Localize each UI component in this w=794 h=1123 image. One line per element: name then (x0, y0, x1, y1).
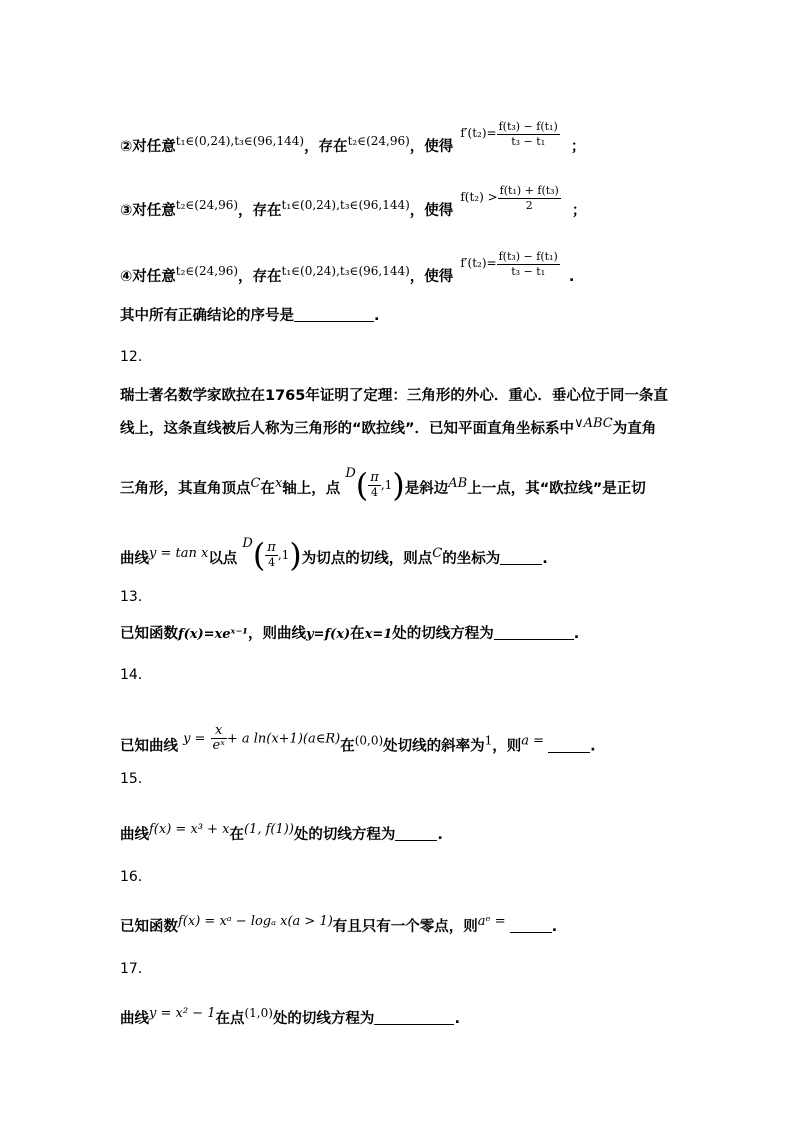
fraction (368, 471, 381, 500)
punct: ； (571, 203, 587, 219)
text: 为直角 (612, 421, 657, 437)
math-var: D (242, 536, 253, 551)
math-var: D (345, 466, 356, 481)
text: 处的切线方程为 (293, 827, 396, 843)
question-number: 16． (120, 869, 152, 885)
answer-blank[interactable] (548, 738, 590, 753)
math-var: a = (521, 733, 545, 749)
text: 在 (340, 738, 355, 755)
numerator: f(t₃) − f(t₁) (498, 120, 558, 133)
text: 上一点，其“欧拉线”是正切 (467, 481, 646, 497)
text: 在 (350, 626, 365, 642)
math-lhs: f′(t₂)= (460, 256, 497, 270)
statement-label: ②对任意 (120, 139, 176, 155)
denominator: 4 (268, 555, 276, 569)
q12-line-4 (120, 536, 548, 574)
text: 线上，这条直线被后人称为三角形的“欧拉线”．已知平面直角坐标系中 (120, 421, 575, 437)
math-function: y = x² − 1 (149, 1006, 216, 1021)
fraction (265, 541, 278, 570)
q16-line (120, 914, 557, 936)
math-function: f(x)=xeˣ⁻¹ (178, 627, 248, 642)
denominator: 4 (371, 485, 379, 499)
answer-blank[interactable] (500, 550, 542, 565)
math-lhs: f(t₂) > (460, 190, 498, 204)
text: ，则曲线 (248, 626, 306, 642)
math-value: ,1 (380, 478, 393, 492)
point-D (345, 466, 405, 504)
point-D (242, 536, 302, 574)
math-condition: t₂∈(24,96) (175, 264, 239, 278)
text: 已知函数 (120, 626, 178, 642)
q12-line-2 (120, 416, 656, 438)
paren: ) (392, 466, 405, 504)
math-var: AB (448, 476, 468, 491)
text: 处切线的斜率为 (383, 738, 485, 755)
numerator: f(t₃) − f(t₁) (498, 250, 558, 263)
punct: . (437, 827, 443, 843)
numerator: π (370, 469, 379, 485)
denominator: t₃ − t₁ (511, 135, 546, 148)
numerator: x (211, 724, 227, 739)
denominator: eˣ (212, 738, 225, 753)
math-value: ,1 (277, 548, 290, 562)
punct: ； (570, 139, 586, 155)
fraction (497, 120, 560, 149)
text: 三角形，其直角顶点 (120, 481, 251, 497)
punct: . (551, 919, 558, 935)
denominator: 2 (525, 199, 533, 212)
answer-blank[interactable] (395, 826, 437, 841)
punct: . (542, 551, 548, 567)
math-curve: y=f(x) (306, 627, 351, 642)
punct: . (454, 1011, 460, 1027)
statement-4 (120, 250, 574, 286)
fraction (211, 724, 227, 753)
math-var: x (274, 476, 283, 491)
paren: ) (289, 536, 302, 574)
text: ，存在 (238, 269, 282, 285)
text: ，使得 (409, 269, 454, 285)
text: 曲线 (120, 1011, 149, 1027)
numerator: f(t₁) + f(t₃) (499, 184, 559, 197)
punct: . (568, 269, 575, 285)
denominator: t₃ − t₁ (511, 265, 546, 278)
text: ，存在 (238, 203, 282, 219)
text: 已知曲线 (120, 738, 178, 755)
fraction (497, 250, 560, 279)
text: ，则 (492, 738, 522, 755)
q12-line-3 (120, 466, 646, 504)
math-value: 1 (484, 733, 493, 748)
text: 的坐标为 (442, 551, 501, 567)
text: 轴上，点 (282, 481, 341, 497)
math-point: (1,0) (244, 1006, 273, 1020)
math-triangle: ∨ABC (574, 416, 613, 431)
statement-label: ④对任意 (120, 269, 176, 285)
text: 其中所有正确结论的序号是 (120, 308, 294, 324)
text: 已知函数 (120, 919, 178, 935)
answer-blank[interactable] (510, 918, 552, 933)
statement-3 (120, 184, 586, 220)
statement-label: ③对任意 (120, 203, 176, 219)
fraction (498, 184, 561, 213)
math-curve: y = tan x (149, 546, 209, 561)
q14-line (120, 724, 596, 756)
text: 为切点的切线，则点 (301, 551, 433, 567)
math-function: f(x) = x³ + x (149, 822, 230, 837)
math-function: f(x) = xᵃ − logₐ x(a > 1) (178, 914, 333, 929)
math-rest: + a ln(x+1)(a∈R) (226, 731, 341, 747)
answer-blank[interactable] (494, 625, 574, 640)
math-lhs: y = (183, 731, 206, 747)
math-var: aᵉ = (477, 914, 506, 929)
math-expression (183, 724, 340, 753)
text: ，存在 (304, 139, 348, 155)
math-point: x=1 (364, 627, 393, 642)
text: 有且只有一个零点，则 (332, 919, 478, 935)
question-number: 17． (120, 961, 152, 977)
numerator: π (267, 539, 276, 555)
math-var: C (250, 476, 261, 491)
text: 处的切线方程为 (272, 1011, 375, 1027)
math-point: (0,0) (354, 733, 384, 748)
text: 曲线 (120, 827, 149, 843)
math-point: (1, f(1)) (243, 822, 294, 837)
text: 在点 (215, 1011, 245, 1027)
text: 处的切线方程为 (392, 626, 494, 642)
punct: . (573, 626, 580, 642)
math-lhs: f′(t₂)= (460, 126, 497, 140)
math-condition: t₁∈(0,24),t₃∈(96,144) (281, 198, 410, 212)
text: ，使得 (409, 203, 454, 219)
question-number: 15． (120, 771, 152, 787)
question-number: 12． (120, 349, 152, 365)
punct: . (374, 308, 380, 324)
question-number: 13． (120, 589, 152, 605)
paren: ( (252, 536, 266, 574)
q15-line (120, 822, 443, 844)
text: ，使得 (409, 139, 454, 155)
punct: . (590, 738, 596, 755)
math-condition: t₂∈(24,96) (347, 134, 410, 148)
math-condition: t₂∈(24,96) (175, 198, 239, 212)
text: 在 (260, 481, 275, 497)
math-condition: t₁∈(0,24),t₃∈(96,144) (175, 134, 305, 148)
conclusion-line (120, 304, 380, 325)
math-var: C (432, 546, 443, 561)
q17-line (120, 1006, 460, 1028)
text: 在 (229, 827, 244, 843)
answer-blank[interactable] (294, 307, 374, 322)
q12-line-1: 瑞士著名数学家欧拉在1765年证明了定理：三角形的外心．重心．垂心位于同一条直 (120, 388, 668, 404)
text: 以点 (208, 551, 238, 567)
answer-blank[interactable] (374, 1010, 454, 1025)
math-condition: t₁∈(0,24),t₃∈(96,144) (281, 264, 410, 278)
question-number: 14． (120, 667, 152, 683)
q13-line (120, 622, 579, 643)
statement-2 (120, 120, 585, 156)
text: 曲线 (120, 551, 149, 567)
text: 是斜边 (404, 481, 449, 497)
paren: ( (355, 466, 369, 504)
